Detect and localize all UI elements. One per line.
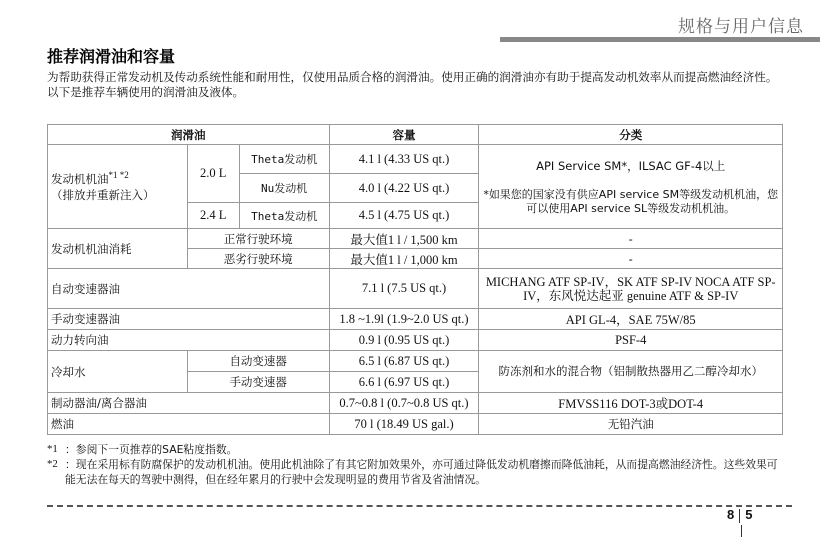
engine-type: Theta发动机 <box>239 203 329 229</box>
header-capacity: 容量 <box>329 125 479 145</box>
engine-oil-class-cell <box>479 145 783 229</box>
footnote-mark: *2 <box>47 458 58 470</box>
capacity-value: 70 l (18.49 US gal.) <box>329 414 479 435</box>
intro-text <box>47 70 787 100</box>
capacity-value: 4.5 l (4.75 US qt.) <box>329 203 479 229</box>
class-value: 无铅汽油 <box>479 414 783 435</box>
capacity-value: 6.5 l (6.87 US qt.) <box>329 351 479 372</box>
capacity-value: 1.8 ~1.9l (1.9~2.0 US qt.) <box>329 309 479 330</box>
transmission-auto: 自动变速器 <box>187 351 329 372</box>
capacity-value: 4.0 l (4.22 US qt.) <box>329 174 479 203</box>
class-value: PSF-4 <box>479 330 783 351</box>
table-row <box>48 393 783 414</box>
class-value: - <box>479 249 783 269</box>
footnote-text: ：现在采用标有防腐保护的发动机机油。使用此机油除了有其它附加效果外，亦可通过降低发动机磨擦而降低油耗，从而提高燃油经济性。这些效果可能无法在每天的驾驶中测得，但在经年累月的行驶中会发现明显的费用节省及省油情况。 <box>65 458 778 486</box>
table-header-row <box>48 125 783 145</box>
capacity-value: 7.1 l (7.5 US qt.) <box>329 269 479 309</box>
engine-oil-class-1: API Service SM*，ILSAC GF-4以上 <box>536 158 726 173</box>
table-row <box>48 269 783 309</box>
table-row <box>48 414 783 435</box>
chapter-title: 规格与用户信息 <box>678 17 804 37</box>
condition-normal: 正常行驶环境 <box>187 229 329 249</box>
table-row <box>48 309 783 330</box>
capacity-value: 0.9 l (0.95 US qt.) <box>329 330 479 351</box>
displacement-2-0: 2.0 L <box>187 145 239 203</box>
footnote-mark: *1 <box>47 443 58 455</box>
mtf-label: 手动变速器油 <box>48 309 330 330</box>
condition-severe: 恶劣行驶环境 <box>187 249 329 269</box>
page-tick <box>741 525 742 537</box>
page-chapter: 8 <box>727 507 735 522</box>
footnote-text: ：参阅下一页推荐的SAE粘度指数。 <box>65 443 238 456</box>
coolant-label: 冷却水 <box>48 351 188 393</box>
capacity-value: 最大值1 l / 1,000 km <box>329 249 479 269</box>
engine-type: Nu发动机 <box>239 174 329 203</box>
power-steering-label: 动力转向油 <box>48 330 330 351</box>
class-value: API GL-4，SAE 75W/85 <box>479 309 783 330</box>
page-number <box>727 507 752 523</box>
engine-oil-marks: *1 *2 <box>108 170 129 181</box>
capacity-value: 0.7~0.8 l (0.7~0.8 US qt.) <box>329 393 479 414</box>
atf-label: 自动变速器油 <box>48 269 330 309</box>
footnote-1 <box>47 442 787 457</box>
coolant-class: 防冻剂和水的混合物（铝制散热器用乙二醇冷却水） <box>479 351 783 393</box>
class-value: FMVSS116 DOT-3或DOT-4 <box>479 393 783 414</box>
capacity-value: 最大值1 l / 1,500 km <box>329 229 479 249</box>
header-class: 分类 <box>479 125 783 145</box>
page-index: 5 <box>745 507 753 522</box>
section-title: 推荐润滑油和容量 <box>47 47 176 66</box>
page-separator <box>739 509 740 523</box>
intro-paragraph-1: 为帮助获得正常发动机及传动系统性能和耐用性，仅使用品质合格的润滑油。使用正确的润滑油亦有助于提高发动机效率从而提高燃油经济性。 <box>47 70 778 84</box>
intro-paragraph-2: 以下是推荐车辆使用的润滑油及液体。 <box>47 85 245 99</box>
header-lubricant: 润滑油 <box>48 125 330 145</box>
header-rule <box>500 37 820 42</box>
table-row <box>48 330 783 351</box>
engine-oil-label-cell <box>48 145 188 229</box>
engine-type: Theta发动机 <box>239 145 329 174</box>
capacity-value: 6.6 l (6.97 US qt.) <box>329 372 479 393</box>
footer-dashed-rule <box>47 505 792 507</box>
lubricant-table <box>47 124 783 435</box>
table-row <box>48 145 783 174</box>
class-value: - <box>479 229 783 249</box>
class-value: MICHANG ATF SP-IV，SK ATF SP-IV NOCA ATF SP-IV，东风悦达起亚 genuine ATF & SP-IV <box>479 269 783 309</box>
table-row <box>48 229 783 249</box>
engine-oil-label: 发动机机油 <box>51 171 109 186</box>
brake-fluid-label: 制动器油/离合器油 <box>48 393 330 414</box>
displacement-2-4: 2.4 L <box>187 203 239 229</box>
fuel-label: 燃油 <box>48 414 330 435</box>
engine-oil-sublabel: （排放并重新注入） <box>51 187 155 202</box>
footnotes <box>47 442 787 487</box>
footnote-2 <box>47 457 787 487</box>
engine-oil-class-2: *如果您的国家没有供应API service SM等级发动机机油，您可以使用API service SL等级发动机机油。 <box>483 187 779 215</box>
oil-consumption-label: 发动机机油消耗 <box>48 229 188 269</box>
capacity-value: 4.1 l (4.33 US qt.) <box>329 145 479 174</box>
table-row <box>48 351 783 372</box>
transmission-manual: 手动变速器 <box>187 372 329 393</box>
